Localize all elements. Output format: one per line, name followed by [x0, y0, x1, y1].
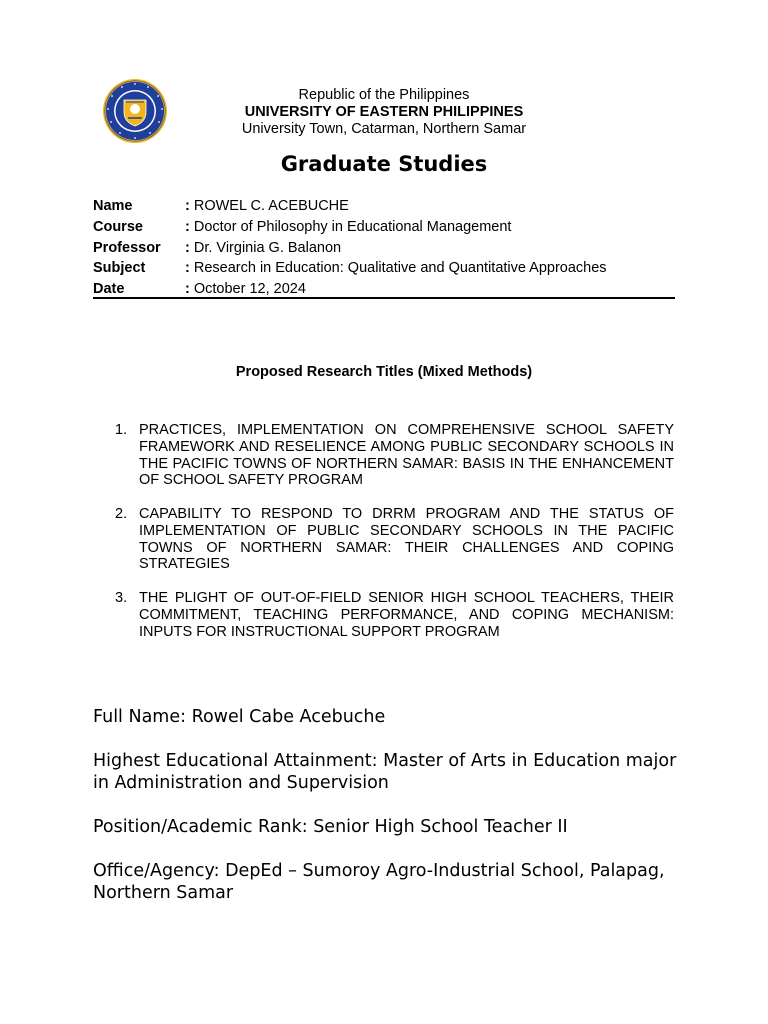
info-value: Research in Education: Qualitative and Quantitative Approaches: [193, 260, 607, 277]
info-value: Doctor of Philosophy in Educational Management: [193, 218, 512, 235]
info-value: October 12, 2024: [193, 281, 306, 298]
bio-attainment: Highest Educational Attainment: Master of Arts in Education major in Administration and Supervision: [93, 751, 677, 793]
list-item-text: PRACTICES, IMPLEMENTATION ON COMPREHENSIVE SCHOOL SAFETY FRAMEWORK AND RESELIENCE AMONG PUBLIC SECONDARY SCHOOLS IN THE PACIFIC TOWNS OF NORTHERN SAMAR: BASIS IN THE ENHANCEMENT OF SCHOOL SAFETY PROGRAM: [139, 422, 674, 489]
info-label: Course: [93, 218, 143, 235]
info-value: Dr. Virginia G. Balanon: [193, 239, 342, 256]
bio-section: [93, 706, 693, 926]
info-value: ROWEL C. ACEBUCHE: [193, 198, 349, 214]
info-label: Name: [93, 198, 133, 214]
bio-office: Office/Agency: DepEd – Sumoroy Agro-Industrial School, Palapag, Northern Samar: [93, 861, 665, 903]
bio-position: Position/Academic Rank: Senior High School Teacher II: [93, 817, 568, 837]
research-titles-list: [115, 422, 674, 657]
info-label: Date: [93, 281, 125, 298]
student-info-block: [93, 196, 675, 300]
list-number: 2.: [115, 505, 128, 522]
header-university: UNIVERSITY OF EASTERN PHILIPPINES: [244, 104, 524, 120]
list-item: [115, 422, 674, 489]
info-label: Subject: [93, 260, 146, 277]
info-label: Professor: [93, 239, 161, 256]
list-number: 3.: [115, 589, 128, 606]
info-row-date: Date : October 12, 2024: [93, 279, 675, 300]
list-item-text: CAPABILITY TO RESPOND TO DRRM PROGRAM AND THE STATUS OF IMPLEMENTATION OF PUBLIC SECONDARY SCHOOLS IN THE PACIFIC TOWNS OF NORTHERN SAMAR: THEIR CHALLENGES AND COPING STRATEGIES: [139, 505, 674, 573]
info-row-subject: Subject : Research in Education: Qualitative and Quantitative Approaches: [93, 258, 675, 279]
header-divider: [93, 297, 675, 299]
info-row-course: Course : Doctor of Philosophy in Educational Management: [93, 217, 675, 238]
header-republic: Republic of the Philippines: [298, 87, 470, 103]
list-item-text: THE PLIGHT OF OUT-OF-FIELD SENIOR HIGH SCHOOL TEACHERS, THEIR COMMITMENT, TEACHING PERFORMANCE, AND COPING MECHANISM: INPUTS FOR INSTRUCTIONAL SUPPORT PROGRAM: [139, 589, 674, 640]
bio-full-name: Full Name: Rowel Cabe Acebuche: [93, 707, 386, 727]
list-item: [115, 589, 674, 640]
list-item: [115, 505, 674, 573]
page-title: Graduate Studies: [280, 152, 488, 176]
section-title: Proposed Research Titles (Mixed Methods): [235, 364, 533, 380]
list-number: 1.: [115, 422, 128, 438]
info-row-professor: Professor : Dr. Virginia G. Balanon: [93, 238, 675, 259]
header-address: University Town, Catarman, Northern Samar: [241, 121, 527, 137]
info-row-name: Name : ROWEL C. ACEBUCHE: [93, 196, 675, 217]
